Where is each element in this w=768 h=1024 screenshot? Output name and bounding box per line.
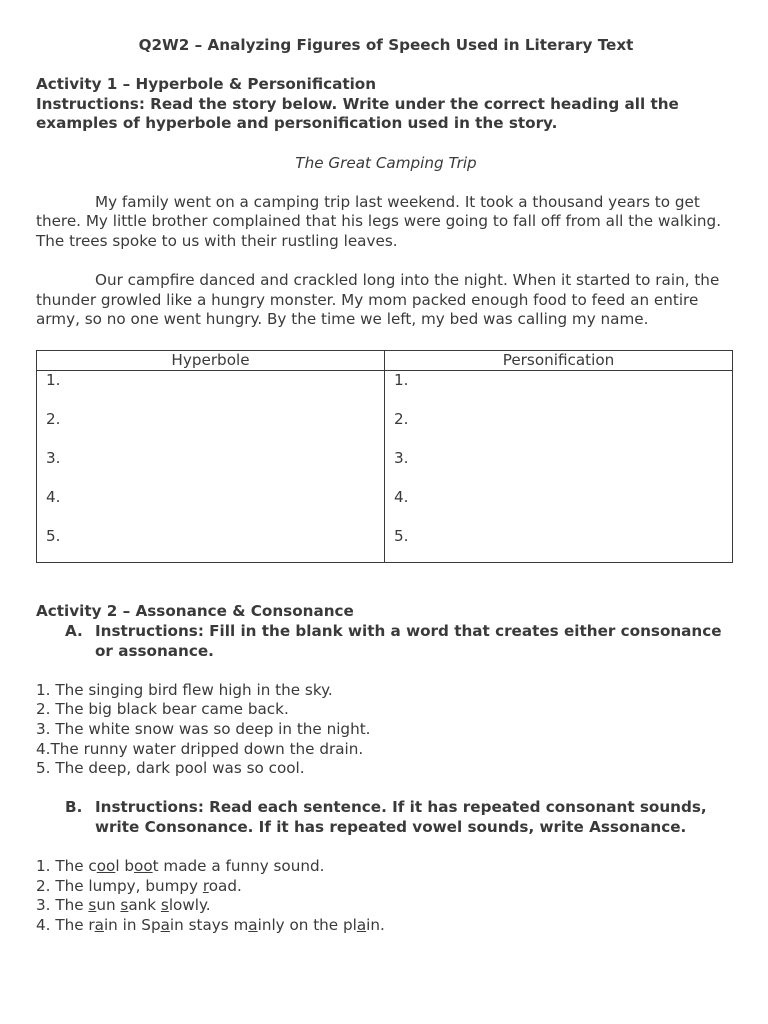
underlined-sound: a (356, 915, 367, 934)
answer-number: 2. (46, 409, 61, 428)
answer-number: 1. (46, 370, 61, 389)
sentence-text: in. (366, 915, 385, 934)
list-item: 4.The runny water dripped down the drain. (36, 739, 364, 758)
underlined-sound: r (202, 876, 209, 895)
underlined-sound: s (88, 896, 97, 915)
list-item (36, 857, 736, 877)
sentence-text: lowly. (168, 896, 211, 915)
part-a-instructions-text: Instructions: Fill in the blank with a word that creates either consonance or assonance. (95, 622, 722, 660)
underlined-sound: s (120, 896, 129, 915)
answer-number: 5. (46, 527, 61, 546)
list-item (36, 916, 736, 936)
part-b-instructions-text: Instructions: Read each sentence. If it has repeated consonant sounds, write Consonance. If it has repeated vowel sounds, write Assonance. (95, 798, 707, 836)
underlined-sound: oo (96, 857, 116, 876)
underlined-sound: a (160, 915, 170, 934)
hyperbole-answer-cell[interactable] (37, 370, 385, 563)
column-header-personification: Personification (385, 350, 733, 370)
story-paragraph-1: My family went on a camping trip last weekend. It took a thousand years to get there. My little brother complained that his legs were going to fall off from all the walking. The trees spoke to us with their rustling leaves. (36, 192, 722, 250)
answer-table (36, 350, 733, 564)
worksheet-title: Q2W2 – Analyzing Figures of Speech Used in Literary Text (138, 36, 634, 54)
answer-number: 3. (394, 448, 409, 467)
activity1-instructions: Instructions: Read the story below. Write under the correct heading all the examples of hyperbole and personification used in the story. (36, 94, 679, 133)
list-item (36, 896, 736, 916)
underlined-sound: a (94, 915, 104, 934)
personification-answer-cell[interactable] (385, 370, 733, 563)
list-item: 3. The white snow was so deep in the night. (36, 720, 371, 738)
part-b-instructions (65, 798, 736, 837)
list-item: 2. The big black bear came back. (36, 700, 289, 719)
sentence-text: in in Sp (103, 915, 161, 934)
sentence-text: oad. (208, 876, 242, 895)
sentence-text: t made a funny sound. (152, 857, 325, 876)
list-item: 1. The singing bird flew high in the sky. (36, 680, 333, 699)
sentence-text: in stays m (169, 915, 249, 934)
activity2-heading: Activity 2 – Assonance & Consonance (36, 602, 354, 621)
sentence-text: inly on the pl (257, 915, 357, 934)
list-item: 5. The deep, dark pool was so cool. (36, 759, 305, 778)
sentence-text: ank (128, 896, 161, 915)
answer-number: 2. (394, 409, 409, 428)
answer-number: 3. (46, 448, 61, 467)
underlined-sound: a (248, 915, 258, 934)
sentence-text: l b (115, 857, 135, 876)
sentence-text: 4. The r (36, 915, 95, 934)
sentence-text: 3. The (36, 896, 89, 915)
part-b-label: B. (65, 798, 83, 817)
answer-number: 5. (394, 527, 409, 546)
answer-number: 4. (394, 488, 409, 507)
activity1-heading: Activity 1 – Hyperbole & Personification (36, 75, 377, 94)
answer-number: 1. (394, 370, 409, 389)
sentence-text: 1. The c (36, 857, 97, 876)
column-header-hyperbole: Hyperbole (37, 350, 385, 370)
worksheet-page (36, 36, 736, 936)
story-paragraph-2: Our campfire danced and crackled long into the night. When it started to rain, the thunder growled like a hungry monster. My mom packed enough food to feed an entire army, so no one went hungry. By the time we left, my bed was calling my name. (36, 271, 720, 329)
story-title: The Great Camping Trip (295, 153, 477, 172)
part-a-instructions (65, 622, 736, 661)
list-item (36, 877, 736, 897)
part-a-label: A. (65, 622, 83, 641)
underlined-sound: s (160, 896, 169, 915)
answer-number: 4. (46, 488, 61, 507)
sentence-text: un (96, 896, 121, 915)
underlined-sound: oo (134, 857, 153, 876)
sentence-text: 2. The lumpy, bumpy (36, 876, 203, 895)
